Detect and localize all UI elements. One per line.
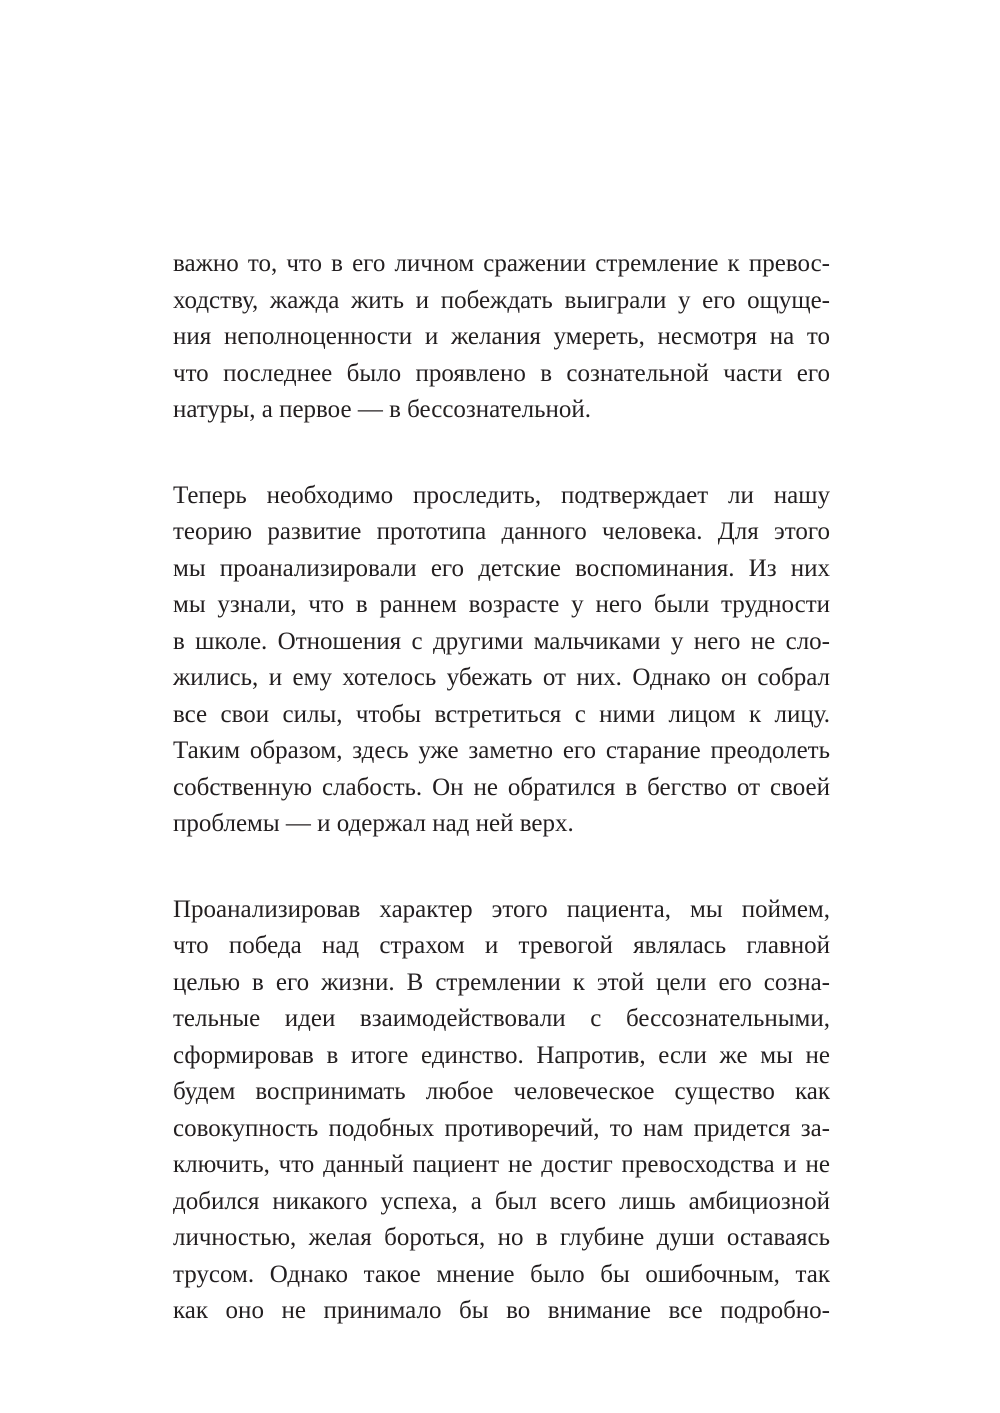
text-line: мы узнали, что в раннем возрасте у него были трудности [173,591,830,618]
text-line: жились, и ему хотелось убежать от них. Однако он собрал [173,664,830,691]
text-line: теорию развитие прототипа данного человека. Для этого [173,518,830,545]
text-line: важно то, что в его личном сражении стремление к превос- [173,250,830,277]
paragraph-2 [173,478,830,843]
text-line: ния неполноценности и желания умереть, несмотря на то [173,323,830,350]
text-line: натуры, а первое — в бессознательной. [173,396,592,423]
text-line: в школе. Отношения с другими мальчиками у него не сло- [173,627,830,655]
text-line: Проанализировав характер этого пациента, мы поймем, [173,895,830,923]
text-line: тельные идеи взаимодействовали с бессознательными, [173,1005,830,1032]
text-line: целью в его жизни. В стремлении к этой цели его созна- [173,968,830,996]
text-line: как оно не принимало бы во внимание все подробно- [173,1297,830,1324]
text-line: ключить, что данный пациент не достиг превосходства и не [173,1151,830,1178]
text-line: что победа над страхом и тревогой являлась главной [173,932,830,959]
text-line: добился никакого успеха, а был всего лишь амбициозной [173,1187,830,1215]
text-line: Таким образом, здесь уже заметно его старание преодолеть [173,737,830,764]
paragraph-1 [173,246,830,429]
text-line: что последнее было проявлено в сознательной части его [173,359,830,387]
paragraph-3 [173,892,830,1330]
text-line: совокупность подобных противоречий, то нам придется за- [173,1114,830,1142]
text-line: ходству, жажда жить и побеждать выиграли у его ощуще- [173,286,830,314]
text-line: личностью, желая бороться, но в глубине души оставаясь [173,1224,830,1251]
text-line: Теперь необходимо проследить, подтверждает ли нашу [173,481,830,509]
body-text [173,246,830,1379]
text-line: собственную слабость. Он не обратился в бегство от своей [173,773,830,801]
text-line: будем воспринимать любое человеческое существо как [173,1078,830,1105]
text-line: мы проанализировали его детские воспоминания. Из них [173,554,830,582]
text-line: трусом. Однако такое мнение было бы ошибочным, так [173,1260,830,1288]
text-line: сформировав в итоге единство. Напротив, если же мы не [173,1041,830,1069]
text-line: все свои силы, чтобы встретиться с ними лицом к лицу. [173,700,830,728]
text-line: проблемы — и одержал над ней верх. [173,810,574,837]
